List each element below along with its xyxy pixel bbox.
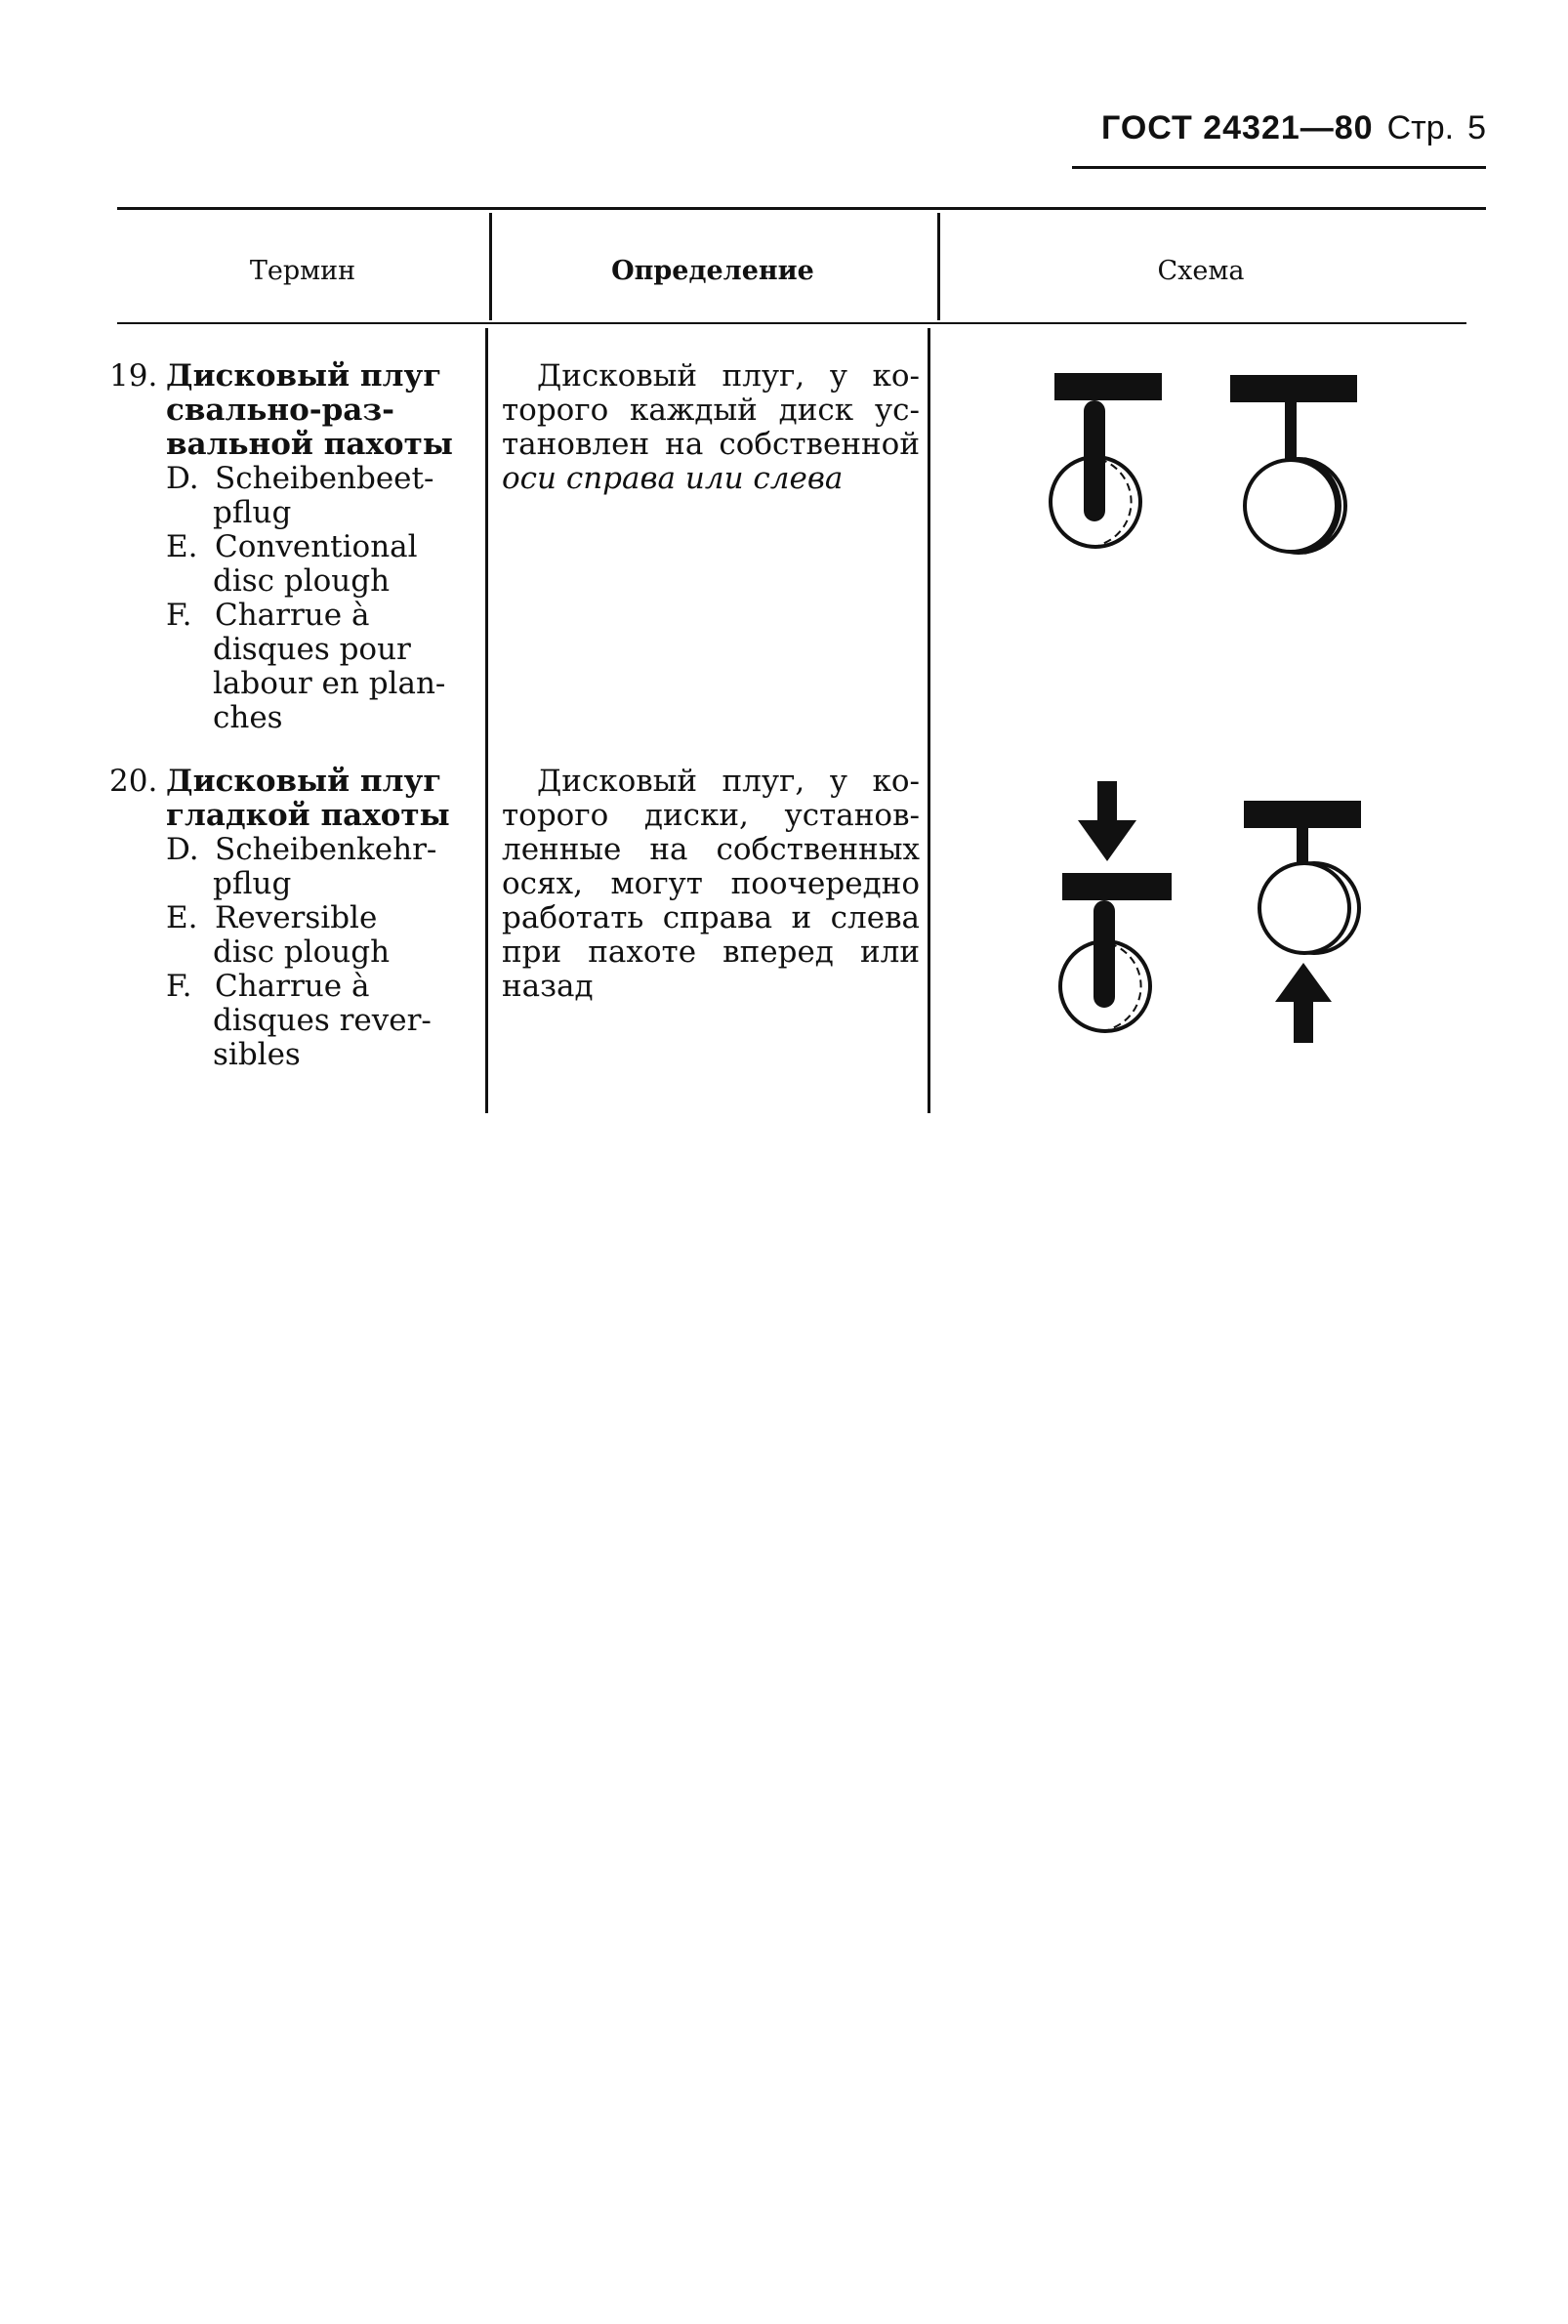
definition-19	[502, 359, 920, 496]
term-name-line: Дисковый плуг	[166, 358, 442, 394]
translation-lang: F.	[166, 969, 192, 1004]
schema-20	[1035, 771, 1367, 1055]
definition-line: тановлен на собственной	[502, 427, 920, 462]
translation-lang: F.	[166, 598, 192, 633]
translation-lang: E.	[166, 900, 198, 935]
translation-line: pflug	[213, 866, 292, 901]
translation-line: disques rever-	[213, 1003, 432, 1038]
column-divider-1-body	[485, 328, 488, 1113]
standard-number: ГОСТ 24321—80	[1101, 109, 1374, 146]
translation-line: Scheibenbeet-	[215, 461, 434, 496]
definition-line: Дисковый плуг, у ко-	[537, 764, 920, 799]
translation-line: Reversible	[215, 900, 378, 935]
definition-line: ленные на собственных	[502, 832, 920, 867]
translation-line: disques pour	[213, 632, 411, 667]
definition-line: торого диски, установ-	[502, 798, 920, 833]
term-name-line: гладкой пахоты	[166, 798, 450, 833]
page-number: 5	[1467, 109, 1486, 146]
definition-20	[502, 765, 920, 1004]
column-header-schema: Схема	[1157, 256, 1245, 286]
translation-line: sibles	[213, 1037, 301, 1072]
definition-line: назад	[502, 969, 594, 1004]
translation-lang: D.	[166, 832, 199, 867]
definition-line: торого каждый диск ус-	[502, 393, 920, 428]
translation-line: Charrue à	[215, 598, 370, 633]
translation-line: Conventional	[215, 529, 418, 564]
column-divider-1	[489, 213, 492, 320]
table-header-rule	[117, 322, 1466, 324]
disc-left-icon	[1051, 373, 1162, 547]
translation-line: Scheibenkehr-	[215, 832, 437, 867]
table-top-rule	[117, 207, 1486, 210]
definition-line: оси справа или слева	[502, 461, 844, 496]
translation-line: Charrue à	[215, 969, 370, 1004]
translation-line: disc plough	[213, 563, 391, 599]
translation-lang: E.	[166, 529, 198, 564]
term-name-line: Дисковый плуг	[166, 764, 442, 799]
schema-19	[1035, 361, 1367, 586]
translation-lang: D.	[166, 461, 199, 496]
translation-line: disc plough	[213, 934, 391, 970]
translation-line: labour en plan-	[213, 666, 446, 701]
definition-line: Дисковый плуг, у ко-	[537, 358, 920, 394]
term-number: 19.	[109, 358, 158, 394]
reversible-disc-down-icon	[1060, 781, 1172, 1031]
translation-line: ches	[213, 700, 283, 735]
translation-line: pflug	[213, 495, 292, 530]
page-label: Стр.	[1386, 109, 1455, 146]
page-header	[1101, 109, 1486, 147]
column-header-term: Термин	[249, 256, 356, 286]
term-name-line: вальной пахоты	[166, 427, 453, 462]
column-divider-2	[937, 213, 940, 320]
term-name-line: свально-раз-	[166, 393, 395, 428]
definition-line: при пахоте вперед или	[502, 934, 920, 970]
header-rule	[1072, 166, 1486, 169]
term-number: 20.	[109, 764, 158, 799]
column-divider-2-body	[928, 328, 930, 1113]
reversible-disc-up-icon	[1244, 801, 1361, 1043]
definition-line: работать справа и слева	[502, 900, 920, 935]
column-header-definition: Определение	[611, 256, 814, 286]
disc-right-icon	[1230, 375, 1357, 553]
definition-line: осях, могут поочередно	[502, 866, 920, 901]
